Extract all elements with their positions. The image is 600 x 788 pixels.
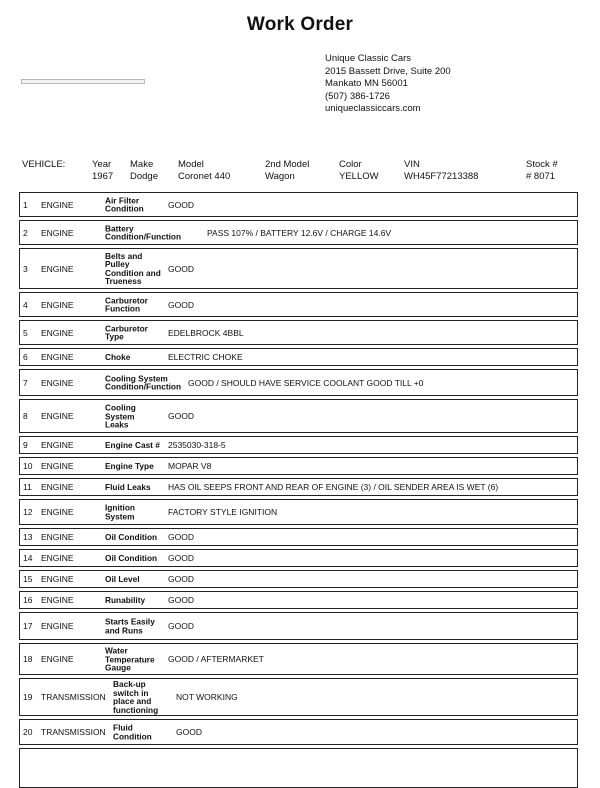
row-value: GOOD — [168, 553, 194, 563]
row-value: 2535030-318-5 — [168, 440, 226, 450]
row-system: TRANSMISSION — [41, 692, 106, 702]
row-item: Oil Condition — [105, 552, 158, 563]
row-number: 12 — [23, 507, 33, 517]
row-number: 11 — [23, 482, 32, 492]
company-phone: (507) 386-1726 — [325, 90, 390, 102]
vehicle-field-value: WH45F77213388 — [404, 171, 479, 182]
vehicle-field-value: # 8071 — [526, 171, 556, 182]
inspection-row — [19, 570, 578, 588]
row-item: Choke — [105, 351, 131, 362]
row-value: ELECTRIC CHOKE — [168, 352, 243, 362]
row-number: 3 — [23, 263, 28, 274]
row-value: HAS OIL SEEPS FRONT AND REAR OF ENGINE (3) / OIL SENDER AREA IS WET (6) — [168, 482, 499, 492]
company-street: 2015 Bassett Drive, Suite 200 — [325, 65, 451, 77]
row-value: GOOD / SHOULD HAVE SERVICE COOLANT GOOD TILL +0 — [188, 377, 424, 388]
row-number: 9 — [23, 440, 28, 450]
vehicle-field-vin — [404, 159, 478, 183]
inspection-row — [19, 292, 578, 317]
vehicle-field-stock — [526, 159, 558, 183]
company-city: Mankato MN 56001 — [325, 78, 408, 89]
row-system: ENGINE — [41, 199, 74, 210]
vehicle-field-header: Model — [178, 159, 204, 170]
row-number: 13 — [23, 532, 33, 542]
inspection-row — [19, 348, 578, 366]
inspection-row — [19, 612, 578, 640]
vehicle-field-header: Make — [130, 159, 154, 170]
vehicle-field-value: Dodge — [130, 171, 158, 182]
row-value: NOT WORKING — [176, 692, 238, 702]
page-title: Work Order — [246, 14, 354, 35]
row-system: ENGINE — [41, 263, 74, 274]
row-system: ENGINE — [41, 532, 74, 542]
row-number: 17 — [23, 621, 33, 631]
row-item: Fluid Condition — [113, 722, 152, 741]
row-number: 10 — [23, 461, 33, 471]
inspection-row — [19, 478, 578, 496]
vehicle-field-model — [178, 159, 230, 183]
row-system: ENGINE — [41, 553, 74, 563]
inspection-row — [19, 719, 578, 745]
row-system: TRANSMISSION — [41, 727, 106, 737]
company-logo-bar — [21, 79, 145, 84]
vehicle-field-header: VIN — [404, 159, 420, 170]
vehicle-field-year — [92, 159, 113, 183]
row-number: 6 — [23, 352, 28, 362]
row-system: ENGINE — [41, 574, 74, 584]
row-item: Engine Cast # — [105, 439, 160, 450]
row-item: Engine Type — [105, 460, 154, 471]
inspection-row — [19, 591, 578, 609]
vehicle-field-value: 1967 — [92, 171, 114, 182]
inspection-row — [19, 549, 578, 567]
row-system: ENGINE — [41, 227, 74, 238]
row-item: Ignition System — [105, 502, 135, 521]
row-system: ENGINE — [41, 377, 74, 388]
row-item: Belts and Pulley Condition and Trueness — [105, 250, 161, 286]
row-number: 16 — [23, 595, 33, 605]
inspection-row — [19, 192, 578, 217]
inspection-row — [19, 528, 578, 546]
row-value: MOPAR V8 — [168, 461, 212, 471]
vehicle-field-make — [130, 159, 158, 183]
vehicle-field-value: Coronet 440 — [178, 171, 231, 182]
row-value: GOOD — [176, 727, 202, 737]
row-system: ENGINE — [41, 352, 74, 362]
row-item: Runability — [105, 594, 146, 605]
vehicle-field-2nd-model — [265, 159, 309, 183]
company-name: Unique Classic Cars — [325, 53, 412, 64]
row-value: GOOD — [168, 199, 194, 210]
row-item: Fluid Leaks — [105, 481, 151, 492]
row-value: GOOD — [168, 595, 194, 605]
row-system: ENGINE — [41, 595, 74, 605]
vehicle-field-value: Wagon — [265, 171, 295, 182]
row-item: Cooling System Leaks — [105, 402, 136, 430]
row-value: FACTORY STYLE IGNITION — [168, 507, 278, 517]
row-number: 7 — [23, 377, 28, 388]
inspection-row — [19, 248, 578, 289]
row-system: ENGINE — [41, 411, 74, 421]
row-number: 4 — [23, 299, 28, 310]
row-value: GOOD / AFTERMARKET — [168, 654, 264, 664]
row-value: GOOD — [168, 621, 194, 631]
row-value: GOOD — [168, 574, 194, 584]
inspection-row — [19, 499, 578, 525]
row-system: ENGINE — [41, 440, 74, 450]
inspection-row — [19, 320, 578, 345]
inspection-row — [19, 399, 578, 433]
inspection-row — [19, 457, 578, 475]
inspection-row — [19, 678, 578, 716]
vehicle-field-value: YELLOW — [339, 171, 379, 182]
row-system: ENGINE — [41, 482, 74, 492]
row-number: 5 — [23, 327, 28, 338]
row-item: Water Temperature Gauge — [105, 645, 155, 673]
company-address-block — [325, 53, 451, 116]
inspection-row — [19, 220, 578, 245]
row-system: ENGINE — [41, 621, 74, 631]
row-number: 1 — [23, 199, 28, 210]
row-value: GOOD — [168, 411, 194, 421]
row-number: 15 — [23, 574, 33, 584]
vehicle-field-header: Year — [92, 159, 112, 170]
vehicle-field-header: Color — [339, 159, 362, 170]
row-value: PASS 107% / BATTERY 12.6V / CHARGE 14.6V — [207, 227, 392, 238]
vehicle-field-header: Stock # — [526, 159, 558, 170]
inspection-row — [19, 436, 578, 454]
row-item: Air Filter Condition — [105, 195, 144, 214]
row-system: ENGINE — [41, 654, 74, 664]
row-number: 2 — [23, 227, 28, 238]
row-value: GOOD — [168, 263, 194, 274]
row-number: 8 — [23, 411, 28, 421]
row-system: ENGINE — [41, 507, 74, 517]
row-number: 18 — [23, 654, 33, 664]
row-value: EDELBROCK 4BBL — [168, 327, 244, 338]
vehicle-field-color — [339, 159, 379, 183]
row-number: 14 — [23, 553, 33, 563]
row-system: ENGINE — [41, 461, 74, 471]
row-value: GOOD — [168, 299, 194, 310]
row-item: Carburetor Type — [105, 323, 148, 342]
row-system: ENGINE — [41, 299, 74, 310]
row-system: ENGINE — [41, 327, 74, 338]
row-value: GOOD — [168, 532, 194, 542]
inspection-row — [19, 643, 578, 675]
row-item: Starts Easily and Runs — [105, 616, 155, 635]
inspection-row-partial — [19, 748, 578, 788]
row-item: Back-up switch in place and functioning — [113, 679, 159, 715]
row-item: Oil Condition — [105, 531, 158, 542]
vehicle-field-header: 2nd Model — [265, 159, 310, 170]
inspection-row — [19, 369, 578, 396]
row-number: 20 — [23, 727, 33, 737]
row-item: Oil Level — [105, 573, 140, 584]
company-website[interactable]: uniqueclassiccars.com — [325, 103, 421, 114]
row-number: 19 — [23, 692, 33, 702]
row-item: Carburetor Function — [105, 295, 148, 314]
row-item: Cooling System Condition/Function — [105, 373, 182, 392]
vehicle-label: VEHICLE: — [22, 159, 66, 170]
row-item: Battery Condition/Function — [105, 223, 182, 242]
